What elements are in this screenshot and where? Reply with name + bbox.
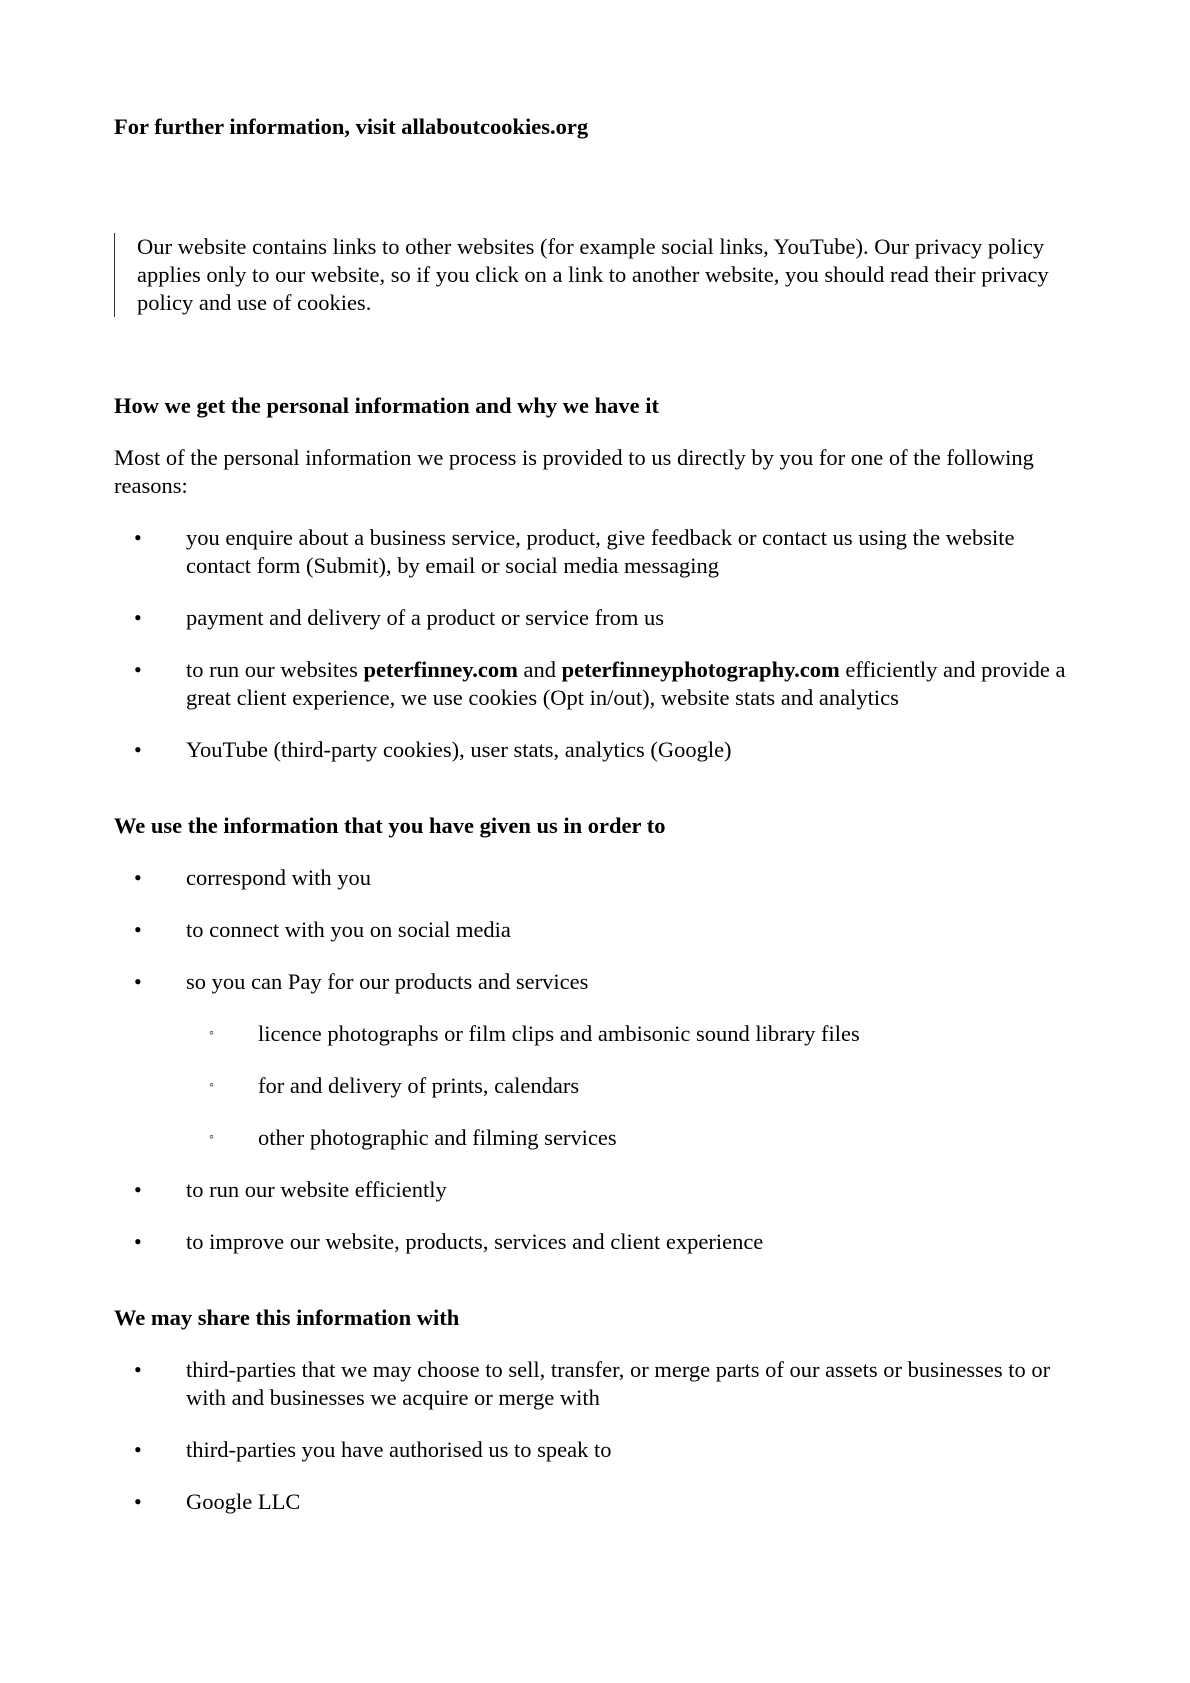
- sub-list-item-text: other photographic and filming services: [258, 1125, 617, 1150]
- list-item: [114, 1228, 1084, 1256]
- list-item: [114, 864, 1084, 892]
- list-item: [114, 736, 1084, 764]
- list-item-text: payment and delivery of a product or service from us: [186, 605, 664, 630]
- quote-text: Our website contains links to other websites (for example social links, YouTube). Our privacy policy applies only to our website, so if you click on a link to another website, you should read their privacy policy and use of cookies.: [137, 234, 1049, 315]
- list-item-text: to run our website efficiently: [186, 1177, 447, 1202]
- bullet-icon: •: [134, 737, 142, 762]
- list-item: [114, 1176, 1084, 1204]
- bullet-icon: •: [134, 1229, 142, 1254]
- peterfinneyphotography-link: peterfinneyphotography.com: [561, 657, 840, 682]
- payment-sublist: [186, 1020, 1084, 1152]
- bullet-icon: •: [134, 605, 142, 630]
- section-title-how-we-get: How we get the personal information and why we have it: [114, 393, 659, 418]
- list-item: [114, 524, 1084, 580]
- uses-list: [114, 864, 1084, 1256]
- bullet-icon: •: [134, 865, 142, 890]
- list-item-text: to connect with you on social media: [186, 917, 511, 942]
- section-title-use-info: We use the information that you have given us in order to: [114, 813, 666, 838]
- list-item-text: YouTube (third-party cookies), user stats, analytics (Google): [186, 737, 732, 762]
- sub-list-item: [114, 1124, 1084, 1152]
- sub-bullet-icon: ◦: [209, 1130, 214, 1145]
- bullet-icon: •: [134, 969, 142, 994]
- external-links-quote: [114, 233, 1085, 317]
- sub-bullet-icon: ◦: [209, 1026, 214, 1041]
- bullet-icon: •: [134, 525, 142, 550]
- list-item: [114, 656, 1084, 712]
- text-post: efficiently and provide a great client experience, we use cookies (Opt in/out), website stats and analytics: [186, 657, 1066, 710]
- list-item: [114, 968, 1084, 1152]
- bullet-icon: •: [134, 1489, 142, 1514]
- sub-list-item-text: licence photographs or film clips and ambisonic sound library files: [258, 1021, 860, 1046]
- sub-list-item: [114, 1072, 1084, 1100]
- share-list: [114, 1356, 1084, 1516]
- list-item-text: [186, 657, 1065, 710]
- text-pre: to run our websites: [186, 657, 364, 682]
- reasons-list: [114, 524, 1084, 764]
- list-item-text: third-parties that we may choose to sell, transfer, or merge parts of our assets or businesses to or with and businesses we acquire or merge with: [186, 1357, 1051, 1410]
- list-item-text: Google LLC: [186, 1489, 301, 1514]
- cookies-info-heading: For further information, visit allaboutcookies.org: [114, 114, 589, 139]
- list-item-text: so you can Pay for our products and services: [186, 969, 589, 994]
- document-page: [114, 113, 1084, 1516]
- sub-list-item-text: for and delivery of prints, calendars: [258, 1073, 580, 1098]
- list-item-text: to improve our website, products, services and client experience: [186, 1229, 764, 1254]
- list-item: [114, 916, 1084, 944]
- list-item: [114, 1356, 1084, 1412]
- bullet-icon: •: [134, 1357, 142, 1382]
- bullet-icon: •: [134, 917, 142, 942]
- sub-list-item: [114, 1020, 1084, 1048]
- section-intro: Most of the personal information we process is provided to us directly by you for one of the following reasons:: [114, 445, 1034, 498]
- bullet-icon: •: [134, 1177, 142, 1202]
- list-item: [114, 1488, 1084, 1516]
- list-item: [114, 1436, 1084, 1464]
- list-item: [114, 604, 1084, 632]
- peterfinney-link: peterfinney.com: [363, 657, 518, 682]
- list-item-text: you enquire about a business service, product, give feedback or contact us using the website contact form (Submit), by email or social media messaging: [186, 525, 1015, 578]
- section-title-share-info: We may share this information with: [114, 1305, 460, 1330]
- text-mid: and: [517, 657, 562, 682]
- bullet-icon: •: [134, 657, 142, 682]
- list-item-text: third-parties you have authorised us to speak to: [186, 1437, 612, 1462]
- sub-bullet-icon: ◦: [209, 1078, 214, 1093]
- bullet-icon: •: [134, 1437, 142, 1462]
- list-item-text: correspond with you: [186, 865, 371, 890]
